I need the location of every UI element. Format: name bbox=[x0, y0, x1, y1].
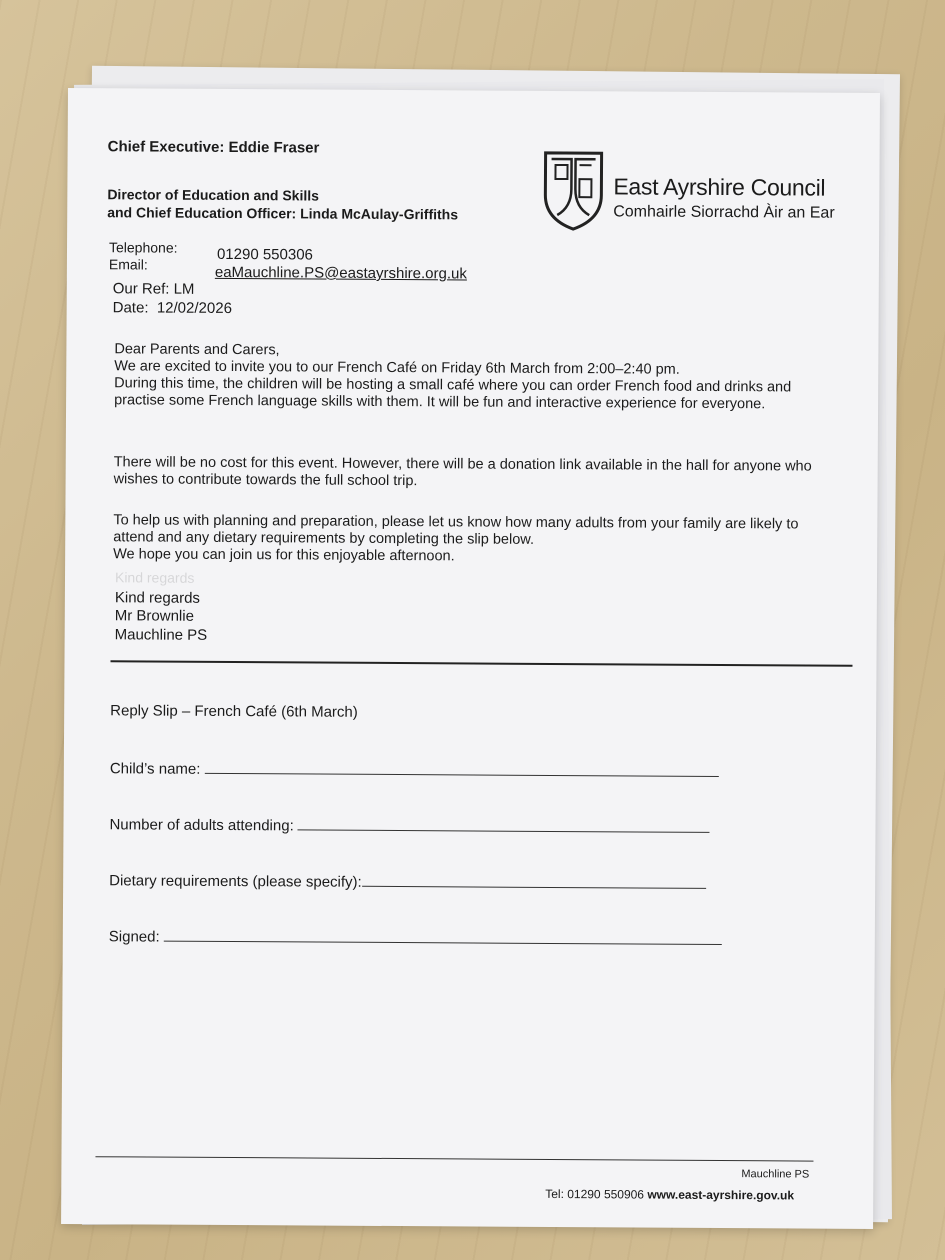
dietary-input-line[interactable] bbox=[362, 872, 706, 889]
paragraph-4-text: We hope you can join us for this enjoyable afternoon. bbox=[113, 546, 455, 565]
signature-input-line[interactable] bbox=[164, 927, 722, 945]
adults-field[interactable] bbox=[109, 814, 710, 837]
director-line-2: and Chief Education Officer: Linda McAulay-Griffiths bbox=[107, 204, 459, 223]
paragraph-2: There will be no cost for this event. However, there will be a donation link available in the hall for anyone who wishes to contribute towards the full school trip. bbox=[113, 454, 812, 490]
paragraph-3-text: To help us with planning and preparation, please let us know how many adults from your family are likely to attend and any dietary requirements by completing the slip below. bbox=[113, 512, 799, 548]
cut-line bbox=[110, 660, 852, 667]
sign-off: Kind regards bbox=[114, 589, 200, 607]
telephone-number: 01290 550306 bbox=[216, 245, 313, 264]
chief-executive: Chief Executive: Eddie Fraser bbox=[107, 138, 320, 157]
adults-input-line[interactable] bbox=[298, 815, 710, 833]
paragraph-1-line-1: We are excited to invite you to our French Café on Friday 6th March from 2:00–2:40 pm. bbox=[114, 358, 680, 378]
footer-rule bbox=[95, 1156, 813, 1161]
signed-field[interactable] bbox=[109, 926, 722, 949]
adults-label: Number of adults attending: bbox=[109, 816, 294, 835]
faded-kind-regards: Kind regards bbox=[114, 569, 195, 586]
telephone-label: Telephone: bbox=[108, 239, 178, 256]
sender-name: Mr Brownlie bbox=[114, 607, 195, 625]
paragraph-1-line-2: During this time, the children will be hosting a small café where you can order French food and drinks and practise some French language skills with them. It will be fun and interactive experience for everyone. bbox=[114, 375, 792, 413]
director-line-1: Director of Education and Skills bbox=[107, 186, 319, 204]
footer-school: Mauchline PS bbox=[741, 1168, 810, 1181]
footer-contact bbox=[545, 1187, 794, 1203]
signed-label: Signed: bbox=[108, 928, 160, 946]
sender-school: Mauchline PS bbox=[114, 626, 208, 644]
child-name-field[interactable] bbox=[110, 758, 719, 781]
date-value: 12/02/2026 bbox=[156, 299, 232, 318]
email-address[interactable]: eaMauchline.PS@eastayrshire.org.uk bbox=[214, 263, 467, 283]
date-label: Date: bbox=[112, 299, 149, 317]
dietary-field[interactable] bbox=[109, 870, 706, 893]
date-line bbox=[113, 299, 232, 317]
child-name-input-line[interactable] bbox=[205, 759, 719, 777]
our-ref: Our Ref: LM bbox=[112, 280, 195, 298]
council-gaelic-name: Comhairle Siorrachd Àir an Ear bbox=[613, 203, 835, 222]
letter-body bbox=[114, 341, 834, 413]
paragraph-3 bbox=[113, 512, 833, 567]
footer-telephone: Tel: 01290 550906 bbox=[545, 1186, 645, 1202]
email-label: Email: bbox=[108, 256, 148, 273]
child-name-label: Child’s name: bbox=[109, 760, 201, 778]
footer-website[interactable]: www.east-ayrshire.gov.uk bbox=[647, 1187, 795, 1203]
reply-slip-title: Reply Slip – French Café (6th March) bbox=[110, 702, 358, 721]
letter-page bbox=[61, 88, 880, 1229]
council-crest-icon bbox=[541, 149, 605, 231]
dietary-label: Dietary requirements (please specify): bbox=[109, 872, 362, 891]
council-name: East Ayrshire Council bbox=[613, 173, 826, 201]
salutation: Dear Parents and Carers, bbox=[114, 341, 280, 359]
